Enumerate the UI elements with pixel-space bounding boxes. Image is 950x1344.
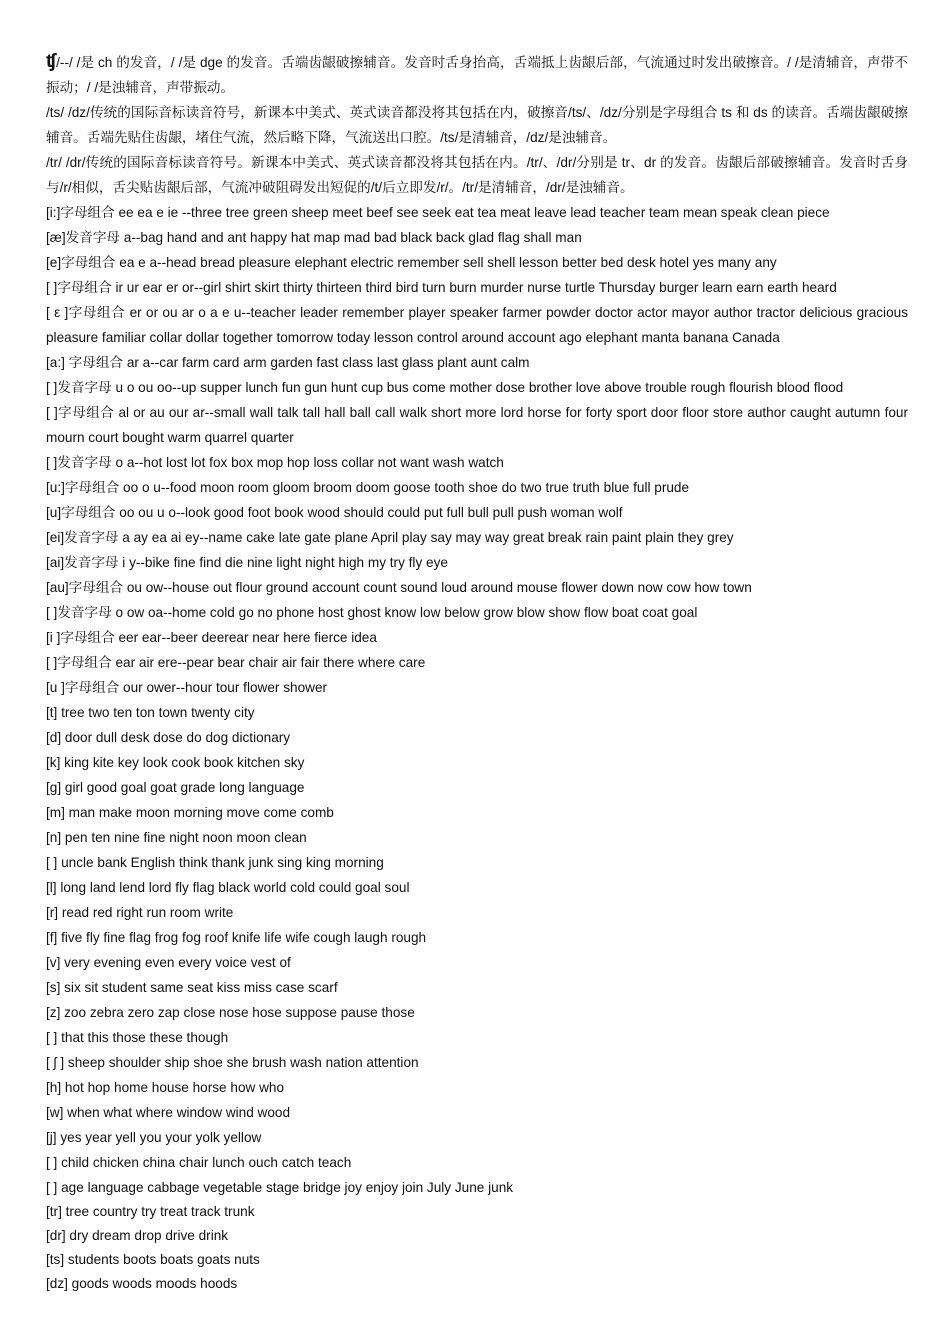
consonant-line: [s] six sit student same seat kiss miss case scarf [46, 980, 338, 995]
phonetic-symbol-glyph: ʧ [46, 51, 57, 72]
consonant-line: [r] read red right run room write [46, 905, 234, 920]
consonant-line: [ ] that this those these though [46, 1030, 229, 1045]
vowel-line: [a:] 字母组合 ar a--car farm card arm garden fast class last glass plant aunt calm [46, 355, 530, 370]
intro-paragraph-ch-dge [46, 49, 908, 100]
vowel-line: [u]字母组合 oo ou u o--look good foot book wood should could put full bull pull push woman wolf [46, 505, 623, 520]
vowel-line: [u ]字母组合 our ower--hour tour flower shower [46, 680, 328, 695]
vowel-line: [ ]发音字母 u o ou oo--up supper lunch fun gun hunt cup bus come mother dose brother love above trouble rough flourish blood flood [46, 380, 844, 395]
consonant-line: [l] long land lend lord fly flag black world cold could goal soul [46, 880, 410, 895]
consonant-line: [dz] goods woods moods hoods [46, 1276, 238, 1291]
vowel-line: [æ]发音字母 a--bag hand and ant happy hat map mad bad black back glad flag shall man [46, 230, 582, 245]
consonant-line: [f] five fly fine flag frog fog roof knife life wife cough laugh rough [46, 930, 427, 945]
vowel-line: [ ]字母组合 ir ur ear er or--girl shirt skirt thirty thirteen third bird turn burn murder nurse turtle Thursday burger learn earn earth heard [46, 280, 837, 295]
vowel-line: [ai]发音字母 i y--bike fine find die nine light night high my try fly eye [46, 555, 448, 570]
consonant-line: [tr] tree country try treat track trunk [46, 1204, 255, 1219]
phonetics-document [46, 49, 908, 1296]
consonant-line: [n] pen ten nine fine night noon moon clean [46, 830, 307, 845]
consonant-line: [ ] child chicken china chair lunch ouch catch teach [46, 1155, 352, 1170]
intro-paragraph-tr-dr: /tr/ /dr/传统的国际音标读音符号。新课本中美式、英式读音都没将其包括在内。/tr/、/dr/分别是 tr、dr 的发音。齿龈后部破擦辅音。发音时舌身与/r/相似，舌尖贴齿龈后部，气流冲破阻碍发出短促的/t/后立即发/r/。/tr/是清辅音，/dr/是浊辅音。 [46, 155, 908, 195]
vowel-line: [ ]字母组合 ear air ere--pear bear chair air fair there where care [46, 655, 426, 670]
consonant-line: [m] man make moon morning move come comb [46, 805, 334, 820]
vowel-line: [u:]字母组合 oo o u--food moon room gloom broom doom goose tooth shoe do two true truth blue full prude [46, 480, 690, 495]
consonant-line: [ ] age language cabbage vegetable stage bridge joy enjoy join July June junk [46, 1180, 514, 1195]
intro-paragraph-ts-dz: /ts/ /dz/传统的国际音标读音符号，新课本中美式、英式读音都没将其包括在内，破擦音/ts/、/dz/分别是字母组合 ts 和 ds 的读音。舌端齿龈破擦辅音。舌端先贴住齿龈，堵住气流，然后略下降，气流送出口腔。/ts/是清辅音，/dz/是浊辅音。 [46, 105, 908, 145]
consonant-line: [j] yes year yell you your yolk yellow [46, 1130, 262, 1145]
consonant-list [46, 700, 908, 1296]
vowel-line: [ ]发音字母 o a--hot lost lot fox box mop hop loss collar not want wash watch [46, 455, 504, 470]
consonant-line: [ts] students boots boats goats nuts [46, 1252, 260, 1267]
vowel-line: [au]字母组合 ou ow--house out flour ground account count sound loud around mouse flower down now cow how town [46, 580, 752, 595]
vowel-line: [e]字母组合 ea e a--head bread pleasure elephant electric remember sell shell lesson better bed desk hotel yes many any [46, 255, 777, 270]
consonant-line: [ ʃ ] sheep shoulder ship shoe she brush wash nation attention [46, 1055, 419, 1070]
consonant-line: [w] when what where window wind wood [46, 1105, 291, 1120]
vowel-line: [ ]字母组合 al or au our ar--small wall talk tall hall ball call walk short more lord horse for forty sport door floor store author caught autumn four mourn court bought warm quarrel quarter [46, 405, 908, 445]
vowel-line: [ ε ]字母组合 er or ou ar o a e u--teacher leader remember player speaker farmer powder doctor actor mayor author tractor delicious gracious pleasure familiar collar dollar together tomorrow today lesson control around account ago elephant manta banana Canada [46, 305, 908, 345]
vowel-line: [ei]发音字母 a ay ea ai ey--name cake late gate plane April play say may way great break rain paint plain they grey [46, 530, 734, 545]
consonant-line: [d] door dull desk dose do dog dictionary [46, 730, 291, 745]
consonant-line: [z] zoo zebra zero zap close nose hose suppose pause those [46, 1005, 415, 1020]
consonant-line: [h] hot hop home house horse how who [46, 1080, 285, 1095]
consonant-line: [ ] uncle bank English think thank junk sing king morning [46, 855, 384, 870]
consonant-line: [dr] dry dream drop drive drink [46, 1228, 229, 1243]
consonant-line: [k] king kite key look cook book kitchen sky [46, 755, 305, 770]
consonant-line: [t] tree two ten ton town twenty city [46, 705, 255, 720]
vowel-line: [i:]字母组合 ee ea e ie --three tree green sheep meet beef see seek eat tea meat leave lead teacher team mean speak clean piece [46, 205, 830, 220]
vowel-line: [i ]字母组合 eer ear--beer deerear near here fierce idea [46, 630, 377, 645]
vowel-list [46, 200, 908, 700]
consonant-line: [v] very evening even every voice vest of [46, 955, 291, 970]
consonant-line: [g] girl good goal goat grade long language [46, 780, 305, 795]
vowel-line: [ ]发音字母 o ow oa--home cold go no phone host ghost know low below grow blow show flow boat coat goal [46, 605, 698, 620]
intro-text: /--/ /是 ch 的发音，/ /是 dge 的发音。舌端齿龈破擦辅音。发音时舌身抬高，舌端抵上齿龈后部，气流通过时发出破擦音。/ /是清辅音，声带不振动；/ /是浊辅音，声带振动。 [46, 55, 908, 95]
